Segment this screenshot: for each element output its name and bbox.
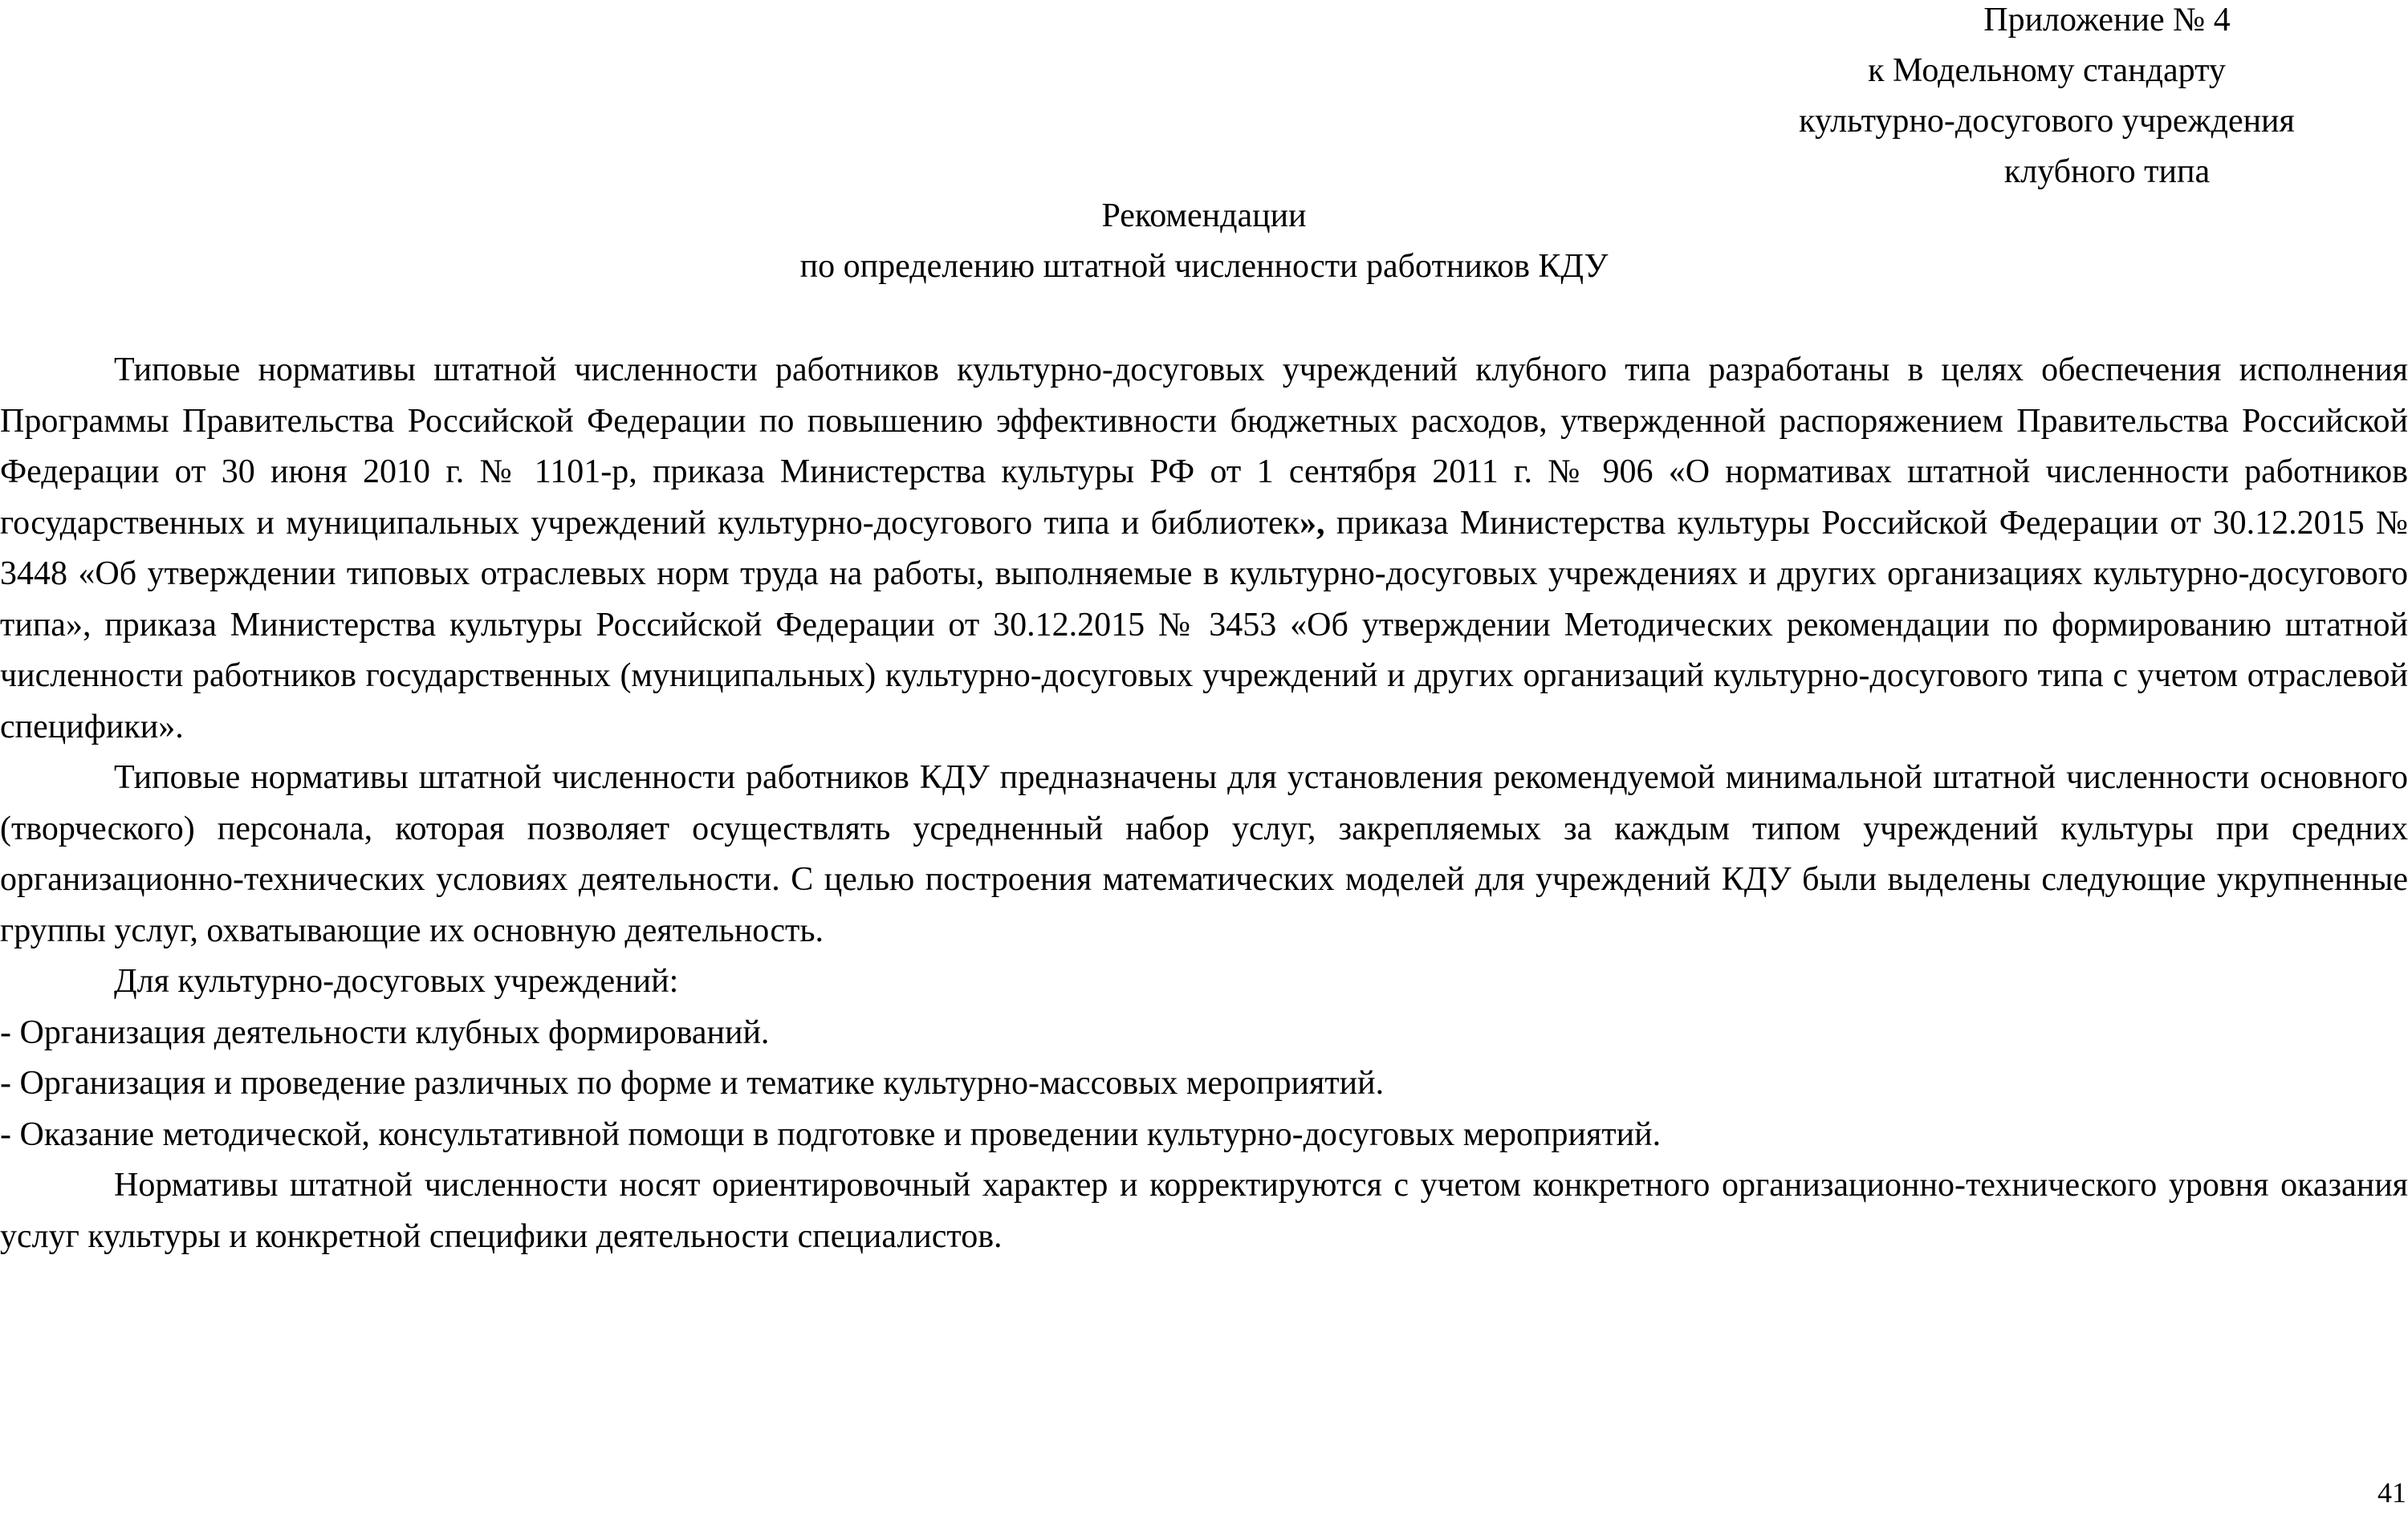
title-line-2: по определению штатной численности работников КДУ: [799, 248, 1609, 285]
appendix-institution: культурно-досугового учреждения: [1799, 103, 2295, 140]
page-number: 41: [2377, 1476, 2406, 1509]
paragraph-1: [0, 345, 2408, 753]
paragraph-2: Типовые нормативы штатной численности работников КДУ предназначены для установления рекомендуемой минимальной штатной численности основного (творческого) персонала, которая позволяет осуществлять усредненный набор услуг, закрепляемых за каждым типом учреждений культуры при средних организационно-технических условиях деятельности. С целью построения математических моделей для учреждений КДУ были выделены следующие укрупненные группы услуг, охватывающие их основную деятельность.: [0, 759, 2408, 949]
appendix-header: [1686, 0, 2408, 197]
paragraph-4: Нормативы штатной численности носят ориентировочный характер и корректируются с учетом конкретного организационно-технического уровня оказания услуг культуры и конкретной специфики деятельности специалистов.: [0, 1167, 2408, 1255]
paragraph-1-part-1: Типовые нормативы штатной численности работников культурно-досуговых учреждений клубного типа разработаны в целях обеспечения исполнения Программы Правительства Российской Федерации по повышению эффективности бюджетных расходов, утвержденной распоряжением Правительства Российской Федерации от 30 июня 2010 г. № 1101-р, приказа Министерства культуры РФ от 1 сентября 2011 г. № 906 «О нормативах штатной численности работников государственных и муниципальных учреждений культурно-досугового типа и библиотек: [0, 351, 2408, 542]
appendix-reference: к Модельному стандарту: [1868, 52, 2226, 89]
appendix-number: Приложение № 4: [1983, 2, 2231, 39]
appendix-type: клубного типа: [2003, 153, 2211, 190]
list-item: - Организация деятельности клубных формирований.: [0, 1013, 770, 1051]
document-title: [0, 191, 2408, 292]
list-item: - Организация и проведение различных по форме и тематике культурно-массовых мероприятий.: [0, 1065, 1385, 1102]
paragraph-1-part-2: приказа Министерства культуры Российской Федерации от 30.12.2015 № 3448 «Об утверждении типовых отраслевых норм труда на работы, выполняемые в культурно-досуговых учреждениях и других организациях культурно-досугового типа», приказа Министерства культуры Российской Федерации от 30.12.2015 № 3453 «Об утверждении Методических рекомендации по формированию штатной численности работников государственных (муниципальных) культурно-досуговых учреждений и других организаций культурно-досугового типа с учетом отраслевой специфики».: [0, 504, 2408, 745]
paragraph-3: Для культурно-досуговых учреждений:: [114, 963, 679, 1000]
list-item: - Оказание методической, консультативной помощи в подготовке и проведении культурно-досуговых мероприятий.: [0, 1115, 1662, 1153]
paragraph-1-bold-quote: »,: [1300, 504, 1325, 542]
title-line-1: Рекомендации: [1101, 197, 1307, 234]
document-body: [0, 345, 2408, 1262]
